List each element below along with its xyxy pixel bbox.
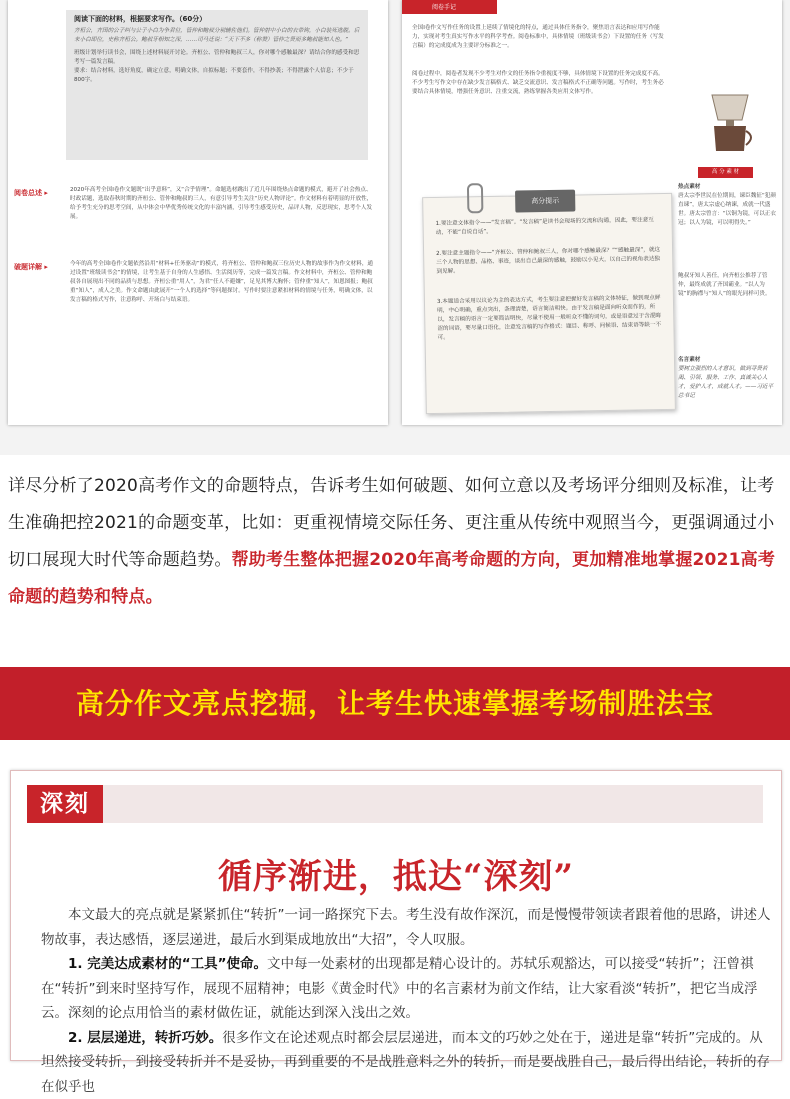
section-banner [0,667,790,740]
prompt-box-heading: 阅读下面的材料，根据要求写作。（60分） [74,14,360,24]
description-text: 详尽分析了2020高考作文的命题特点，告诉考生如何破题、如何立意以及考场评分细则及标准，让考生准确把控2021的命题变革，比如：更重视情境交际任务、更注重从传统中观照当今，更强调通过小切口展现大时代等命题趋势。 [8,476,774,570]
tips-item-1: 1.要注意文体指令——“发言稿”。“发言稿”是读书会现场的交流和沟通，因此，要注意互动，不能“自说自话”。 [436,216,661,238]
overview-text: 2020年高考全国Ⅰ卷作文题既“出乎意料”，又“合乎情理”。命题选材跳出了近几年围绕热点命题的模式，避开了社会热点、时政话题，选取春秋时期的齐桓公、管仲和鲍叔的三人，有意引导考生关注“历史人物评论”。作文材料有着明显的开放性，给予考生充分的思考空间，从中体会中华优秀传统文化的丰富内涵，引导考生感受历史，品评人物，反思现实，思考个人发展。 [70,186,376,246]
high-score-tips-badge: 高分提示 [515,190,575,213]
prompt-box-task: 班级计划举行读书会，围绕上述材料展开讨论。齐桓公、管仲和鲍叔三人，你对哪个感触最深？请结合你的感受和思考写一篇发言稿。 [74,49,360,67]
section-banner-text: 高分作文亮点挖掘，让考生快速掌握考场制胜法宝 [0,667,790,740]
coffee-pot-illustration [702,85,758,155]
hot-material-text: 唐太宗李世民在位期间，谏臣魏征“犯颜直谏”，唐太宗虚心纳谏，成就一代盛世。唐太宗曾言：“以铜为镜，可以正衣冠；以人为镜，可以明得失。” [678,192,778,272]
tag-bar [27,785,763,823]
section-label-overview: 阅卷总述 ▸ [14,188,48,198]
quote-material-label: 名言素材 [678,356,778,365]
description-paragraph [8,468,786,616]
article-body [41,903,776,1099]
category-tag: 深刻 [27,785,103,823]
article-paragraph-3 [41,1026,776,1099]
paper-clip-icon [467,183,484,213]
right-page [402,0,782,425]
marking-notes-label: 阅卷手记 [432,2,456,11]
left-page [8,0,388,425]
hot-material-label: 热点素材 [678,183,778,192]
article-paragraph-1: 本文最大的亮点就是紧紧抓住“转折”一词一路探究下去。考生没有故作深沉，而是慢慢带领读者跟着他的思路，讲述人物故事，表达感悟，逐层递进，最后水到渠成地放出“大招”，令人叹服。 [41,903,776,952]
prompt-box [66,10,368,160]
hot-material-text-2: 鲍叔牙知人善任，向齐桓公推荐了管仲，最终成就了齐国霸业。“以人为镜”的胸襟与“知人”的眼光同样可贵。 [678,272,778,352]
quote-material-text: 要树立强烈的人才意识，做到寻贤若渴、引领、服务、工作、真诚关心人才，爱护人才，成就人才。——习近平总书记 [678,365,778,401]
article-title: 循序渐进，抵达“深刻” [11,849,781,898]
point-1-heading: 1. 完美达成素材的“工具”使命。 [68,956,267,972]
point-2-heading: 2. 层层递进，转折巧妙。 [68,1030,222,1046]
marking-notes-text-2: 阅卷过程中，阅卷者发现不少考生对作文的任务指令重视度不够，具体情境下设置的任务完成度不高。不少考生写作文中存在缺少发言稿格式、缺乏交流意识、发言稿格式不正确等问题。写作时，考生务必要结合具体情境，增强任务意识、注重交流，熟练掌握各类应用文体写作。 [412,70,664,97]
point-2-text: 很多作文在论述观点时都会层层递进，而本文的巧妙之处在于，递进是靠“转折”完成的。从坦然接受转折，到接受转折并不是妥协，再到重要的不是战胜意料之外的转折，而是要战胜自己，最后得出结论，转折的存在似乎也 [41,1030,770,1095]
tips-item-2: 2.要注意主题指令——“齐桓公、管仲和鲍叔三人，你对哪个感触最深？”“感触最深”，就这三个人物的思想、品格、事迹，谈出自己最深的感触，鼓励以小见大，以自己的视角表达独到见解。 [436,246,661,277]
book-spread-image [0,0,790,455]
prompt-box-requirement: 要求：结合材料，选好角度，确定立意，明确文体，自拟标题；不要套作，不得抄袭；不得泄露个人信息；不少于800字。 [74,67,360,85]
section-label-analysis: 破题详解 ▸ [14,262,48,272]
marking-notes-text-1: 全国Ⅰ卷作文写作任务的设置上延续了情境化的特点，通过具体任务指令，聚焦语言表达和应用写作能力，实现对考生真实写作水平的科学考查。阅卷标准中，具体情境（班级读书会）下设置的任务（写发言稿）的完成度成为主要评分标准之一。 [412,24,664,51]
high-score-tips-note [422,193,676,414]
point-1-text: 文中每一处素材的出现都是精心设计的。苏轼乐观豁达，可以接受“转折”；汪曾祺在“转折”到来时坚持写作，展现不屈精神；电影《黄金时代》中的名言素材为前文作结，让大家看淡“转折”，把它当成浮云。深刻的论点用恰当的素材做佐证，就能达到深入浅出之效。 [41,956,757,1021]
article-paragraph-2 [41,952,776,1026]
tips-item-3: 3.本题适合采用以议论为主的表达方式，考生要注意把握好发言稿的文体特征，做到观点鲜明，中心明确，重点突出，条理清楚，语言简洁明快。由于发言稿是面向听众而作的，所以，发言稿的语言一定要简洁明快，尽量不使用一般听众不懂的词句，或是语意过于含混晦涩的词语，要尽量口语化，注意发言稿的写作格式：题目、称呼、问候语、结束语等缺一不可。 [437,294,664,406]
high-score-material-label: 高 分 素 材 [698,167,753,178]
marking-notes-header [402,0,497,14]
analysis-text: 今年的高考全国Ⅰ卷作文题依然沿用“材料+任务驱动”的模式，将齐桓公、管仲和鲍叔三位历史人物的故事作为作文材料，通过设置“班级读书会”的情境，让考生基于自身的人生感悟、生活阅历等，完成一篇发言稿。作文材料中，齐桓公、管仲和鲍叔各自展现出不同的品质与思想。齐桓公重“用人”，为君“任人不避嫌”，足见其博大胸怀；管仲重“知人”，知恩图报；鲍叔重“知人”，成人之美。作文命题由此展开“一个人的选择”等问题探讨。写作时要注意紧扣材料的情境与任务，明确文体，以发言稿的格式写作，注意称呼、开场白与结束语。 [70,260,376,420]
prompt-box-quote: 齐桓公，齐国的公子纠与公子小白为争君位，管仲和鲍叔分别辅佐他们。管仲射中小白的衣带钩，小白装死逃脱。后来小白即位，史称齐桓公。鲍叔牙相知之深，……司马迁说：“天下不多（称赞）管仲之贤而多鲍叔能知人也。” [74,27,360,45]
description-highlight: 帮助考生整体把握2020年高考命题的方向，更加精准地掌握2021高考命题的趋势和特点。 [8,550,775,607]
hot-material-column [678,183,778,401]
article-page [10,770,782,1061]
